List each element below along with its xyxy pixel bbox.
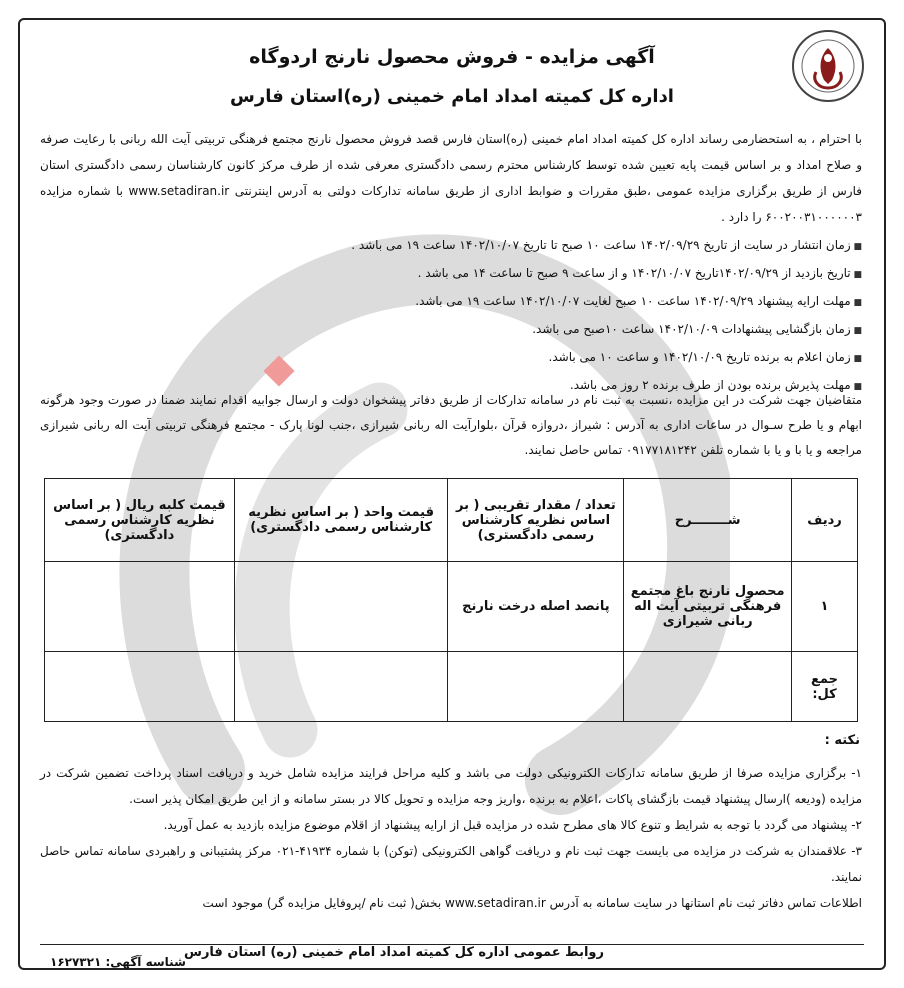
note-item: ۲- پیشنهاد می گردد با توجه به شرایط و تنوع کالا های مطرح شده در مزایده قبل از ارایه پیشنهاد از اقلام موضوع مزایده بازدید به عمل آورید. — [163, 818, 862, 832]
organization-subtitle: اداره کل کمیته امداد امام خمینی (ره)استان فارس — [230, 86, 674, 107]
header-unit-price: قیمت واحد ( بر اساس نظریه کارشناس رسمی دادگستری) — [234, 479, 448, 562]
total-label: جمع کل: — [792, 652, 858, 722]
cell-unit-price — [234, 562, 448, 652]
notes-title: نکته : — [824, 733, 860, 748]
schedule-item: ■ تاریخ بازدید از ۱۴۰۲/۰۹/۲۹تاریخ ۱۴۰۲/۱۰/۰۷ و از ساعت ۹ صبح تا ساعت ۱۴ می باشد . — [40, 260, 862, 288]
organization-logo-icon — [790, 28, 866, 104]
table-total-row — [45, 652, 858, 722]
contact-info-suffix: بخش( ثبت نام /پروفایل مزایده گر) موجود است — [202, 896, 442, 910]
total-cell — [624, 652, 792, 722]
setadiran-link-footer[interactable]: www.setadiran.ir — [445, 896, 546, 910]
setadiran-link[interactable]: www.setadiran.ir — [128, 184, 230, 198]
schedule-item: ■ زمان بازگشایی پیشنهادات ۱۴۰۲/۱۰/۰۹ ساعت ۱۰صبح می باشد. — [40, 316, 862, 344]
cell-total-price — [45, 562, 235, 652]
contact-info-prefix: اطلاعات تماس دفاتر ثبت نام استانها در سایت سامانه به آدرس — [549, 896, 862, 910]
table-header-row — [45, 479, 858, 562]
total-cell — [45, 652, 235, 722]
table-row — [45, 562, 858, 652]
participation-paragraph: متقاضیان جهت شرکت در این مزایده ،نسبت به ثبت نام در سامانه تدارکات از طریق دفاتر پیشخوان دولت و ارسال جوابیه اقدام نمایند ضمنا در صورت وجود هرگونه ابهام و یا طرح سـوال در ساعات اداری به آدرس : شیراز ،دروازه قرآن ،بلوارآیت اله ربانی شیرازی ،جنب لونا پارک - مجتمع فرهنگی تربیتی آیت اله ربانی شیرازی مراجعه و یا با و یا با شماره تلفن ۰۹۱۷۷۱۸۱۲۴۲ تماس حاصل نمایند. — [40, 393, 862, 457]
intro-text: با احترام ، به استحضارمی رساند اداره کل کمیته امداد امام خمینی (ره)استان فارس قصد فروش محصول نارنج مجتمع فرهنگی تربیتی آیت الله ربانی با رعایت صرفه و صلاح امداد و بر اساس قیمت پایه تعیین شده توسط کارشناس محترم رسمی دادگستری معرفی شده از طرف مرکز کانون کارشناسان رسمی دادگستری استان فارس از طریق برگزاری مزایده عمومی ،طبق مقررات و ضوابط اداری از طریق سامانه تدارکات دولتی به آدرس اینترنتی — [40, 132, 862, 198]
note-item: ۱- برگزاری مزایده صرفا از طریق سامانه تدارکات الکترونیکی دولت می باشد و کلیه مراحل فرایند مزایده شامل خرید و دریافت اسناد پرداخت تضمین شرکت در مزایده (ودیعه )ارسال پیشنهاد قیمت بازگشای پاکات ،اعلام به برنده ،واریز وجه مزایده و تحویل کالا در بستر سامانه و از این طریق امکان پذیر است. — [40, 766, 862, 806]
total-cell — [234, 652, 448, 722]
contact-info-line — [40, 890, 862, 916]
schedule-item: ■ مهلت پذیرش برنده بودن از طرف برنده ۲ روز می باشد. — [40, 372, 862, 400]
intro-tail: با شماره مزایده ۶۰۰۲۰۰۳۱۰۰۰۰۰۰۳ را دارد . — [40, 184, 862, 224]
items-table — [44, 478, 858, 722]
intro-paragraph — [40, 126, 862, 230]
cell-quantity: پانصد اصله درخت نارنج — [448, 562, 624, 652]
cell-description: محصول نارنج باغ مجتمع فرهنگی تربیتی آیت اله ربانی شیرازی — [624, 562, 792, 652]
notice-title: آگهی مزایده - فروش محصول نارنج اردوگاه — [249, 46, 655, 68]
cell-row-number: ۱ — [792, 562, 858, 652]
header-quantity: تعداد / مقدار تقریبی ( بر اساس نظریه کارشناس رسمی دادگستری) — [448, 479, 624, 562]
schedule-item: ■ مهلت ارایه پیشنهاد ۱۴۰۲/۰۹/۲۹ ساعت ۱۰ صبح لغایت ۱۴۰۲/۱۰/۰۷ ساعت ۱۹ می باشد. — [40, 288, 862, 316]
schedule-list — [40, 232, 862, 400]
header-total-price: قیمت کلبه ریال ( بر اساس نظریه کارشناس رسمی دادگستری) — [45, 479, 235, 562]
header-description: شــــــــرح — [624, 479, 792, 562]
notes-section — [40, 760, 862, 916]
note-item: ۳- علاقمندان به شرکت در مزایده می بایست جهت ثبت نام و دریافت گواهی الکترونیکی (توکن) با شماره ۴۱۹۳۴-۰۲۱ مرکز پشتیبانی و راهبردی سامانه تماس حاصل نمایند. — [40, 844, 862, 884]
schedule-item: ■ زمان اعلام به برنده تاریخ ۱۴۰۲/۱۰/۰۹ و ساعت ۱۰ می باشد. — [40, 344, 862, 372]
header-row-number: ردیف — [792, 479, 858, 562]
ad-id: شناسه آگهی: ۱۶۲۷۳۲۱ — [50, 955, 186, 969]
publisher-line: روابط عمومی اداره کل کمیته امداد امام خمینی (ره) استان فارس — [184, 945, 604, 960]
schedule-item: ■ زمان انتشار در سایت از تاریخ ۱۴۰۲/۰۹/۲۹ ساعت ۱۰ صبح تا تاریخ ۱۴۰۲/۱۰/۰۷ ساعت ۱۹ می باشد . — [40, 232, 862, 260]
total-cell — [448, 652, 624, 722]
